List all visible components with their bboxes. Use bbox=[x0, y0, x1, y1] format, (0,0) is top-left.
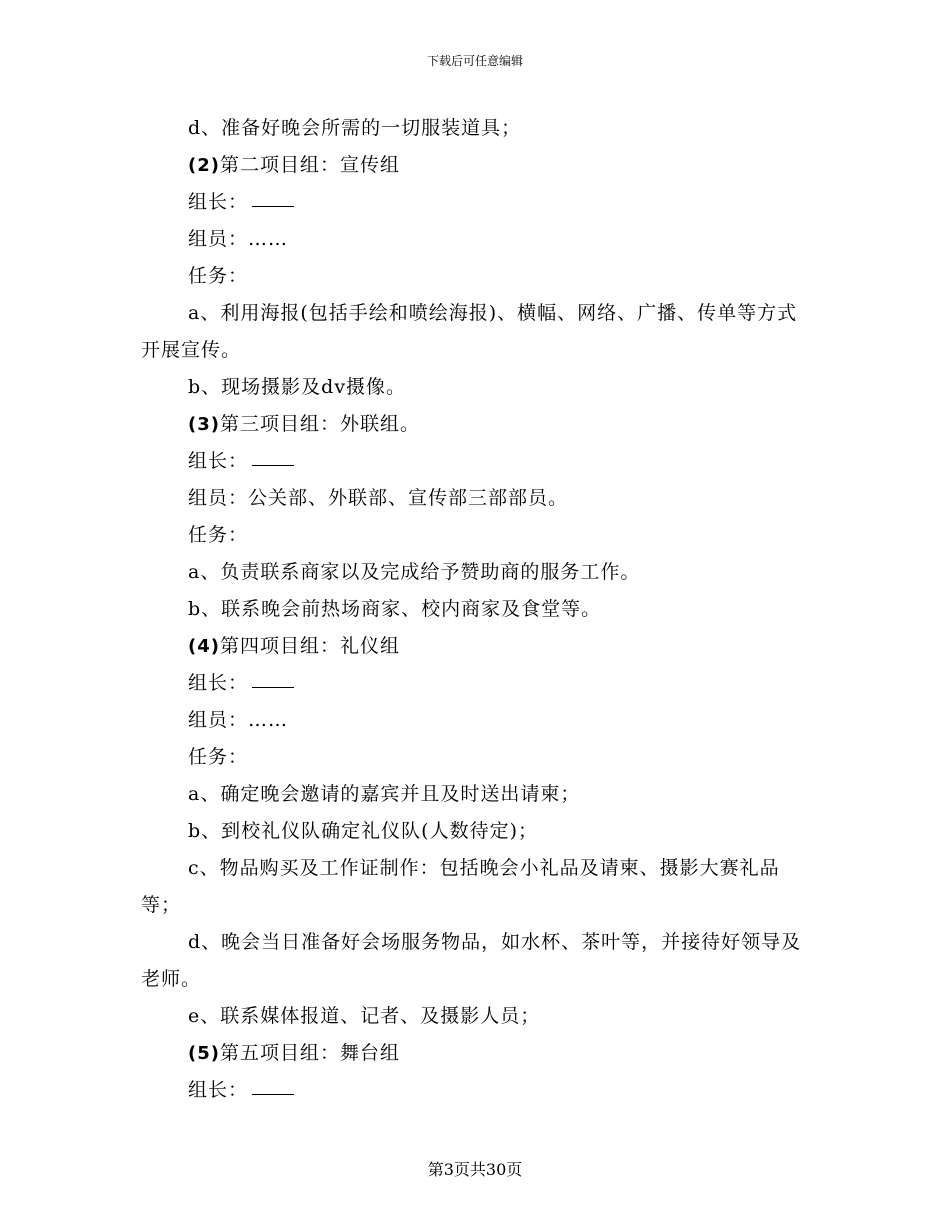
task-item-d: d、准备好晚会所需的一切服装道具； bbox=[188, 117, 522, 139]
task-label: 任务： bbox=[188, 265, 249, 287]
group-heading-3: (3)第三项目组：外联组。 bbox=[188, 413, 420, 435]
group-heading-4: (4)第四项目组：礼仪组 bbox=[188, 635, 400, 657]
blank-underline bbox=[252, 686, 294, 688]
task-label: 任务： bbox=[188, 524, 249, 546]
group-leader-line: 组长： bbox=[141, 443, 813, 480]
page-footer: 第3页共30页 bbox=[427, 1160, 523, 1179]
task-item-a: a、确定晚会邀请的嘉宾并且及时送出请柬； bbox=[188, 783, 581, 805]
task-item-a: a、负责联系商家以及完成给予赞助商的服务工作。 bbox=[188, 561, 641, 583]
task-item-e: e、联系媒体报道、记者、及摄影人员； bbox=[188, 1005, 541, 1027]
group-members-line: 组员：公关部、外联部、宣传部三部部员。 bbox=[188, 487, 569, 509]
task-item-c: c、物品购买及工作证制作：包括晚会小礼品及请柬、摄影大赛礼品等； bbox=[141, 857, 780, 916]
task-item-a: a、利用海报(包括手绘和喷绘海报)、横幅、网络、广播、传单等方式开展宣传。 bbox=[141, 302, 798, 361]
group-members-line: 组员：…… bbox=[188, 228, 289, 250]
page-header: 下载后可任意编辑 bbox=[426, 54, 523, 68]
document-body bbox=[141, 110, 813, 1109]
task-item-b: b、到校礼仪队确定礼仪队(人数待定)； bbox=[188, 820, 538, 842]
blank-underline bbox=[252, 205, 294, 207]
blank-underline bbox=[252, 1093, 294, 1095]
task-item-b: b、联系晚会前热场商家、校内商家及食堂等。 bbox=[188, 598, 602, 620]
task-item-b: b、现场摄影及dv摄像。 bbox=[188, 376, 407, 398]
group-leader-line: 组长： bbox=[141, 665, 813, 702]
group-heading-5: (5)第五项目组：舞台组 bbox=[188, 1042, 400, 1064]
group-heading-2: (2)第二项目组：宣传组 bbox=[188, 154, 400, 176]
task-item-d: d、晚会当日准备好会场服务物品，如水杯、茶叶等，并接待好领导及老师。 bbox=[141, 931, 802, 990]
group-members-line: 组员：…… bbox=[188, 709, 289, 731]
task-label: 任务： bbox=[188, 746, 249, 768]
group-leader-line: 组长： bbox=[141, 1072, 813, 1109]
blank-underline bbox=[252, 464, 294, 466]
group-leader-line: 组长： bbox=[141, 184, 813, 221]
